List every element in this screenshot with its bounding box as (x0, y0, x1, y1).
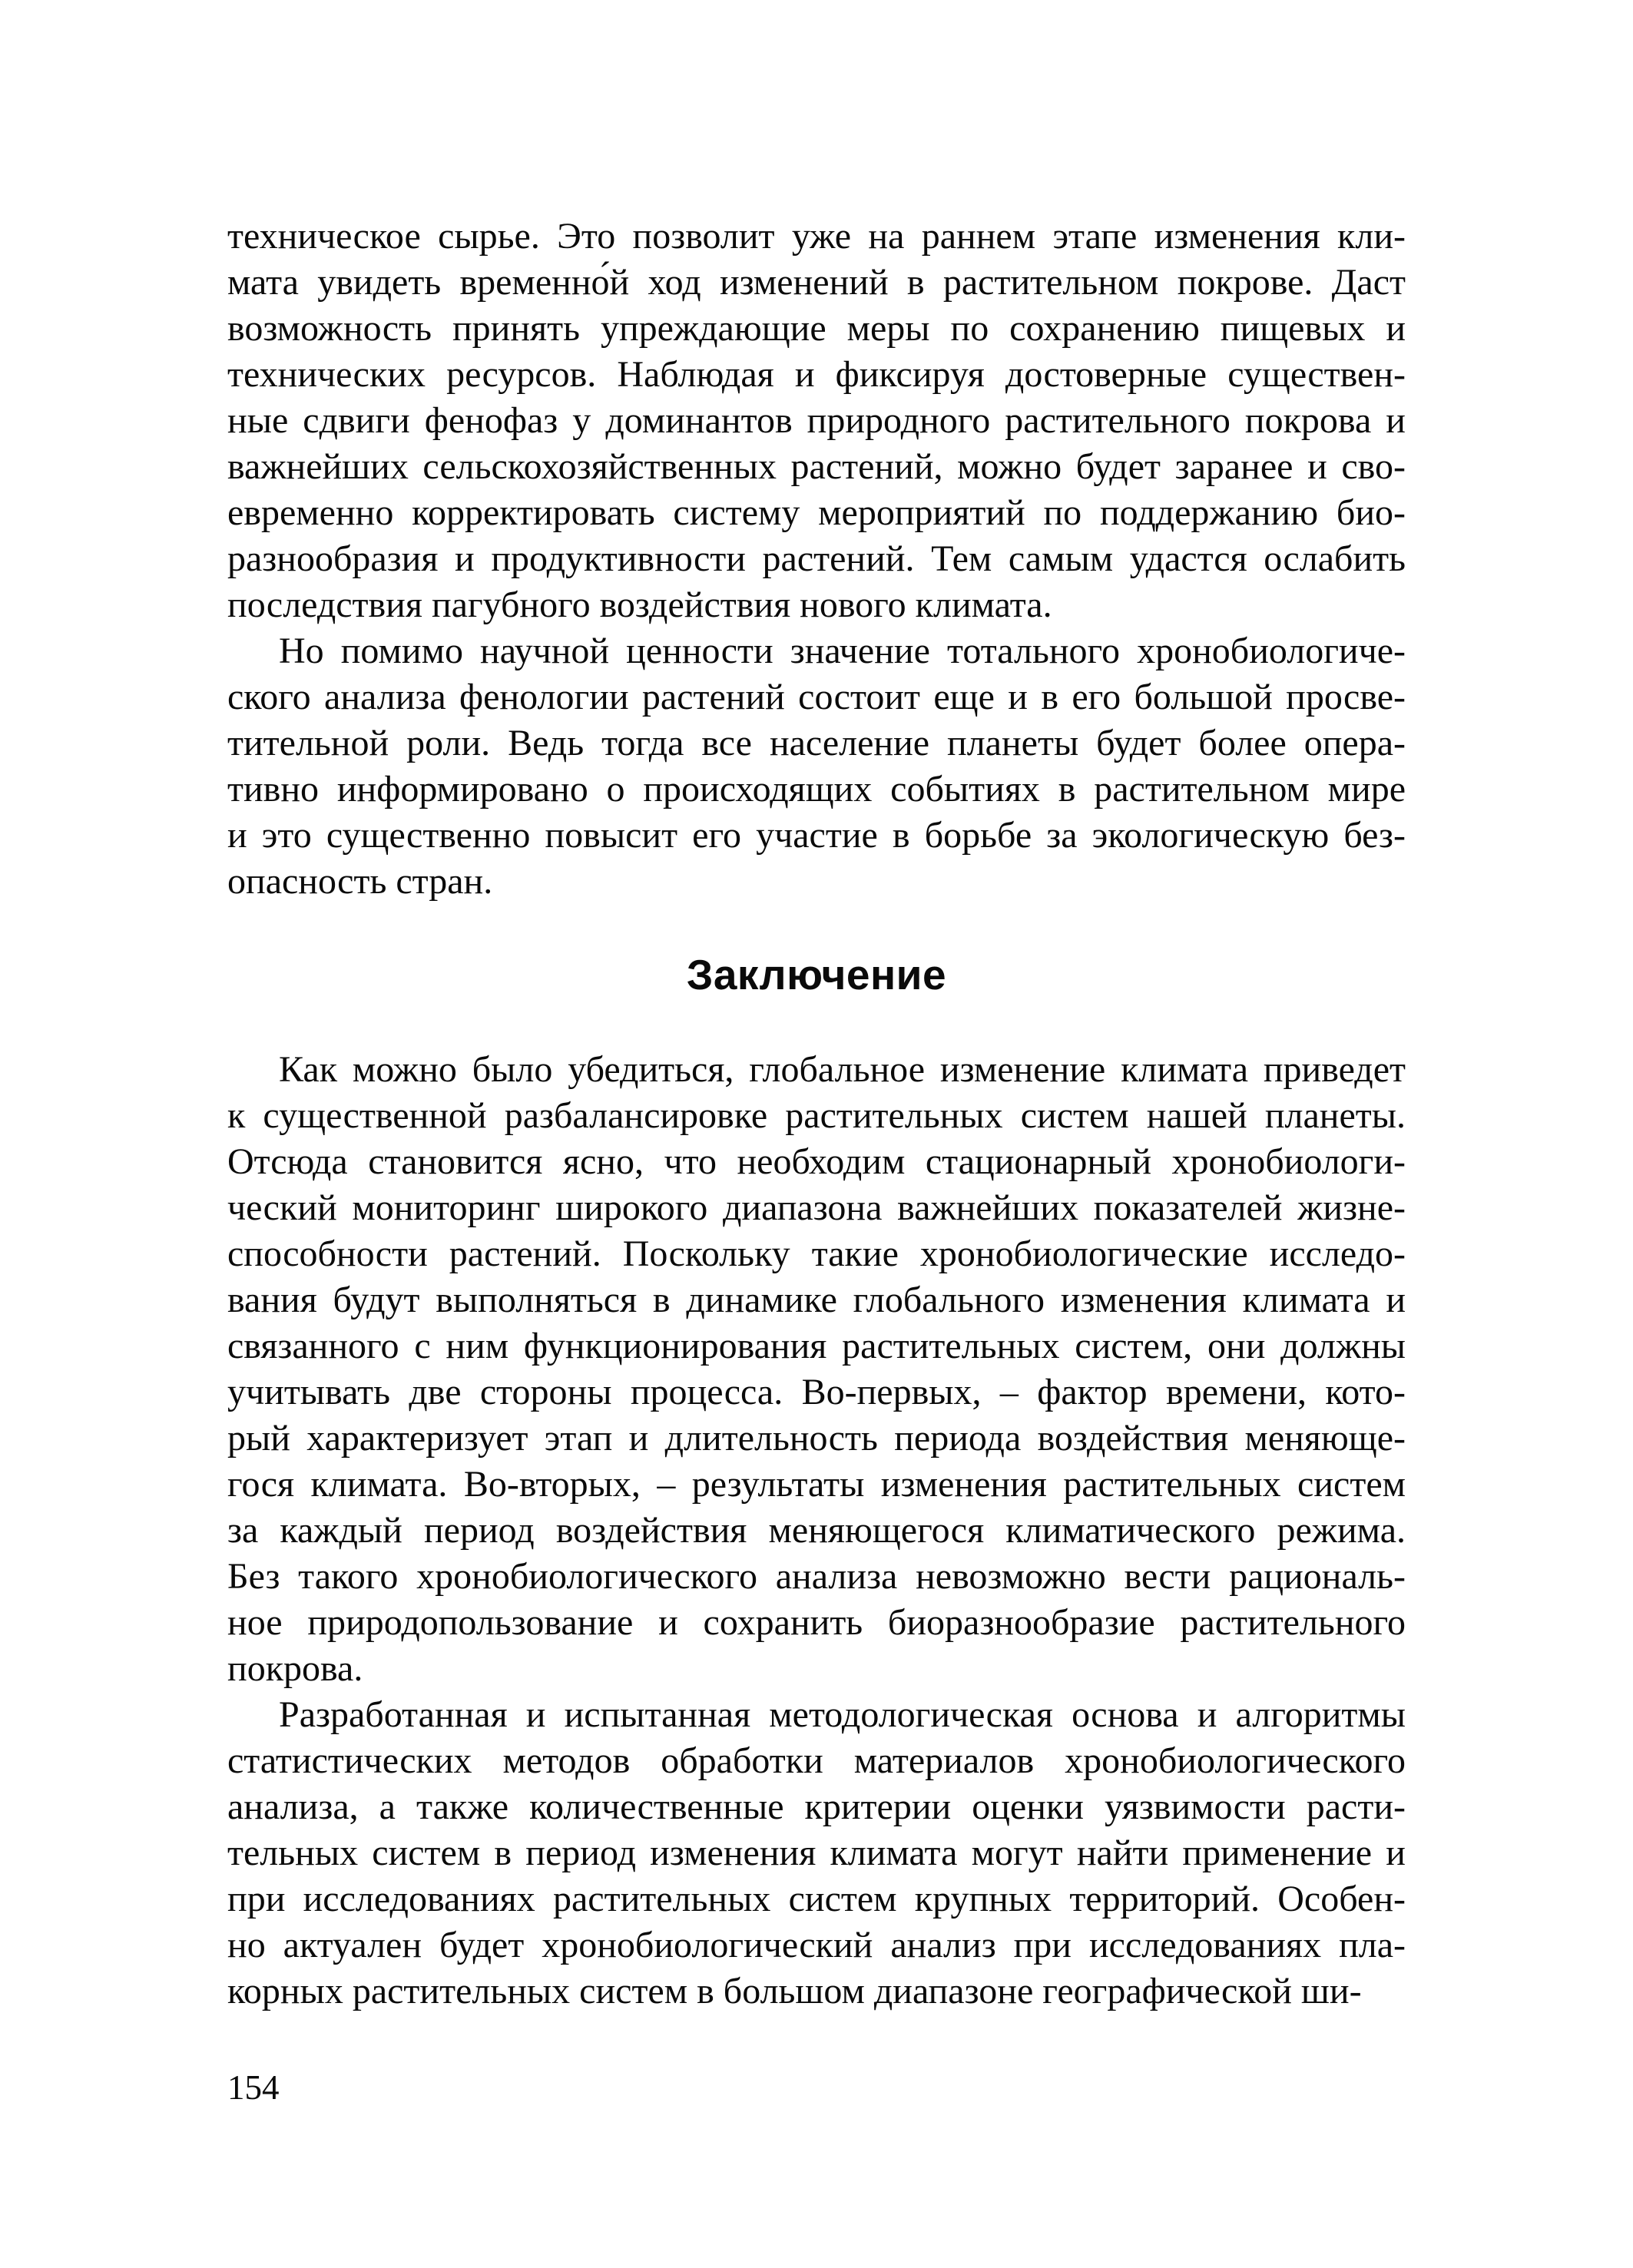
text-line: и это существенно повысит его участие в борьбе за экологическую без- (227, 815, 1406, 856)
text-line: корных растительных систем в большом диапазоне географической ши- (227, 1971, 1362, 2011)
text-line: ческий мониторинг широкого диапазона важнейших показателей жизне- (227, 1187, 1406, 1228)
text-line: но актуален будет хронобиологический анализ при исследованиях пла- (227, 1925, 1406, 1965)
text-line: Без такого хронобиологического анализа невозможно вести рациональ- (227, 1556, 1406, 1597)
text-line: тительной роли. Ведь тогда все население планеты будет более опера- (227, 723, 1406, 763)
text-line: вания будут выполняться в динамике глобального изменения климата и (227, 1280, 1406, 1320)
text-line: рый характеризует этап и длительность периода воздействия меняюще- (227, 1418, 1406, 1458)
page-number: 154 (227, 2068, 280, 2107)
text-line: технических ресурсов. Наблюдая и фиксируя достоверные существен- (227, 354, 1406, 395)
paragraph-4 (227, 1692, 1406, 2015)
text-line: связанного с ним функционирования растительных систем, они должны (227, 1326, 1406, 1366)
text-line: опасность стран. (227, 861, 493, 902)
text-line: тивно информировано о происходящих событиях в растительном мире (227, 769, 1406, 810)
text-line: Но помимо научной ценности значение тотального хронобиологиче- (279, 631, 1406, 671)
text-line: при исследованиях растительных систем крупных территорий. Особен- (227, 1879, 1406, 1919)
text-line: последствия пагубного воздействия нового климата. (227, 584, 1052, 625)
text-line: способности растений. Поскольку такие хронобиологические исследо- (227, 1233, 1406, 1274)
text-line: возможность принять упреждающие меры по сохранению пищевых и (227, 308, 1406, 349)
text-line: за каждый период воздействия меняющегося климатического режима. (227, 1510, 1406, 1551)
paragraph-3 (227, 1047, 1406, 1692)
text-line: ского анализа фенологии растений состоит еще и в его большой просве- (227, 677, 1406, 717)
text-line: ное природопользование и сохранить биоразнообразие растительного (227, 1602, 1406, 1643)
text-line: Отсюда становится ясно, что необходим стационарный хронобиологи- (227, 1141, 1406, 1182)
text-line: анализа, а также количественные критерии оценки уязвимости расти- (227, 1786, 1406, 1827)
text-line: мата увидеть временно́й ход изменений в растительном покрове. Даст (227, 262, 1406, 303)
text-line: Как можно было убедиться, глобальное изменение климата приведет (279, 1049, 1406, 1090)
text-line: тельных систем в период изменения климата могут найти применение и (227, 1833, 1406, 1873)
text-line: евременно корректировать систему мероприятий по поддержанию био- (227, 492, 1406, 533)
text-line: статистических методов обработки материалов хронобиологического (227, 1740, 1406, 1781)
text-line: разнообразия и продуктивности растений. Тем самым удастся ослабить (227, 538, 1406, 579)
text-line: техническое сырье. Это позволит уже на раннем этапе изменения кли- (227, 216, 1406, 257)
text-line: Разработанная и испытанная методологическая основа и алгоритмы (279, 1694, 1406, 1735)
text-line: важнейших сельскохозяйственных растений, можно будет заранее и сво- (227, 446, 1406, 487)
text-line: учитывать две стороны процесса. Во-первых, – фактор времени, кото- (227, 1372, 1406, 1412)
text-line: к существенной разбалансировке растительных систем нашей планеты. (227, 1095, 1406, 1136)
paragraph-1 (227, 214, 1406, 628)
text-line: ные сдвиги фенофаз у доминантов природного растительного покрова и (227, 400, 1406, 441)
text-line: гося климата. Во-вторых, – результаты изменения растительных систем (227, 1464, 1406, 1505)
text-line: покрова. (227, 1648, 363, 1689)
section-heading: Заключение (686, 951, 947, 998)
paragraph-2 (227, 628, 1406, 905)
